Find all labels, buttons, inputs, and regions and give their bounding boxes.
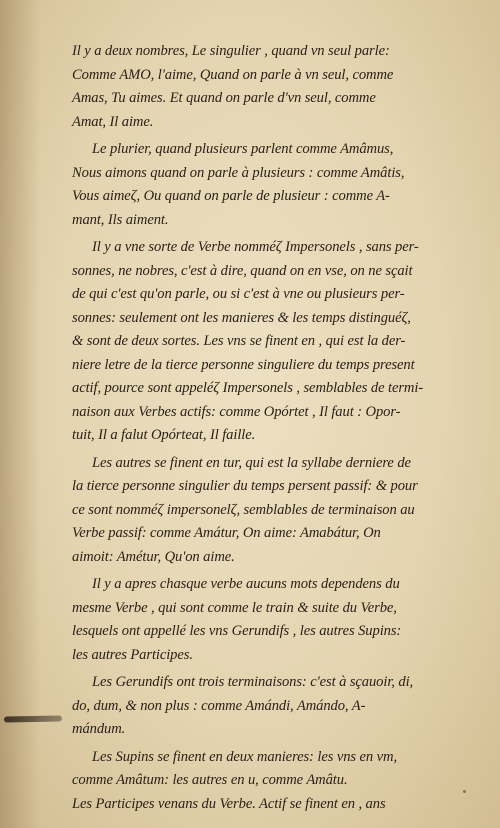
text-line: aimoit: Amétur, Qu'on aime. (72, 548, 235, 565)
text-line: Verbe passif: comme Amátur, On aime: Amabátur, On (72, 525, 381, 541)
text-line: Il y a vne sorte de Verbe nomméζ Impersonels , sans per- (92, 239, 419, 255)
text-line: comme Amâtum: les autres en u, comme Amâtu. (72, 772, 348, 788)
paragraph-plurier (72, 138, 472, 232)
text-line: sonnes, ne nobres, c'est à dire, quand on en vse, on ne sçait (72, 262, 413, 279)
text-line: les autres Participes. (72, 646, 193, 663)
text-line: Nous aimons quand on parle à plusieurs : comme Amâtis, (72, 164, 405, 181)
text-line: niere letre de la tierce personne singuliere du temps present (72, 356, 415, 373)
text-line: Le plurier, quand plusieurs parlent comme Amâmus, (92, 141, 394, 157)
text-line: Il y a deux nombres, Le singulier , quand vn seul parle: (72, 43, 390, 59)
text-line: mesme Verbe , qui sont comme le train & suite du Verbe, (72, 599, 397, 616)
text-line: do, dum, & non plus : comme Amándi, Amándo, A- (72, 697, 366, 714)
text-line: sonnes: seulement ont les manieres & les temps distinguéζ, (72, 309, 411, 326)
paragraph-supins (72, 746, 472, 817)
text-line: ce sont nomméζ impersonelζ, semblables de terminaison au (72, 501, 415, 518)
paragraph-autres (72, 452, 472, 570)
paragraph-gerundifs-intro (72, 573, 472, 667)
text-line: mant, Ils aiment. (72, 211, 169, 228)
paragraph-impersonels (72, 236, 472, 448)
text-line: & sont de deux sortes. Les vns se finent en , qui est la der- (72, 333, 406, 349)
text-line: Amat, Il aime. (72, 113, 154, 130)
text-line: Les Participes venans du Verbe. Actif se finent en , ans (72, 795, 386, 812)
text-line: lesquels ont appellé les vns Gerundifs , les autres Supins: (72, 623, 402, 639)
paper-spot (463, 790, 466, 793)
text-line: Il y a apres chasque verbe aucuns mots dependens du (92, 576, 400, 592)
text-line: Les Supins se finent en deux manieres: les vns en vm, (92, 748, 398, 765)
text-line: mándum. (72, 721, 126, 737)
text-line: actif, pource sont appeléζ Impersonels , semblables de termi- (72, 380, 424, 396)
text-line: tuit, Il a falut Opórteat, Il faille. (72, 427, 256, 443)
ink-dash-mark (4, 715, 62, 722)
text-line: naison aux Verbes actifs: comme Opórtet , Il faut : Opor- (72, 403, 401, 420)
text-line: de qui c'est qu'on parle, ou si c'est à vne ou plusieurs per- (72, 286, 405, 302)
text-line: Vous aimeζ, Ou quand on parle de plusieur : comme A- (72, 188, 390, 204)
paragraph-nombres (72, 40, 472, 134)
text-line: Comme AMO, l'aime, Quand on parle à vn seul, comme (72, 66, 394, 83)
text-line: Les Gerundifs ont trois terminaisons: c'est à sçauoir, di, (92, 674, 414, 690)
text-line: la tierce personne singulier du temps persent passif: & pour (72, 478, 418, 494)
text-line: Les autres se finent en tur, qui est la syllabe derniere de (92, 454, 411, 471)
text-line: Amas, Tu aimes. Et quand on parle d'vn seul, comme (72, 90, 376, 106)
paragraph-gerundifs (72, 671, 472, 742)
